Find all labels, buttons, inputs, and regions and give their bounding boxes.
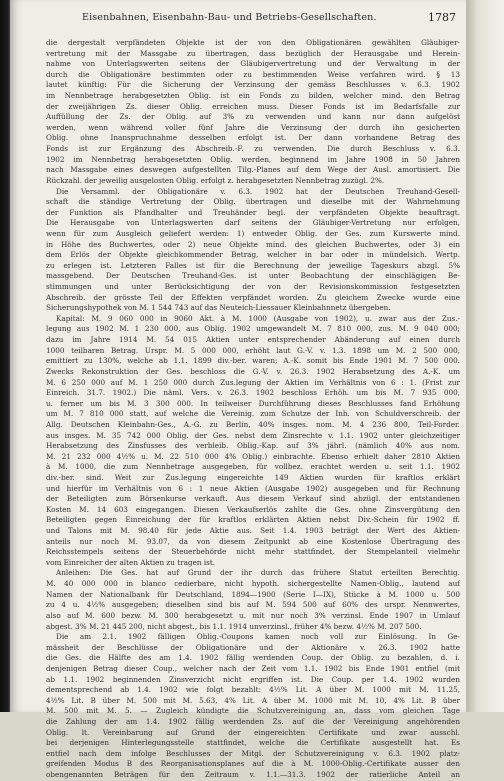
text-line: zu erlegen ist. Letzteren Falles ist für die Berechnung der jeweilige Tageskurs abzgl. 5%	[46, 260, 460, 270]
text-line: lautet künftig: Für die Sicherung der Verzinsung der gemäss Beschlusses v. 6.3. 1902	[46, 80, 460, 90]
text-line: die dergestalt verpfändeten Objekte ist der von den Obligationären gewählten Gläubiger-	[46, 38, 460, 47]
text-line: M. 40 000 000 in blanco cedierbare, nicht hypoth. sichergestellte Namen-Oblig., lautend auf	[46, 579, 460, 589]
text-line: M. 500 mit M. 5. — Zugleich kündigte die Schutzvereinigung an, dass vom gleichen Tage	[46, 706, 460, 716]
text-line: Zwecks Rekonstruktion der Ges. beschloss die G.-V. v. 26.3. 1902 Herabsetzung des A.-K. um	[46, 366, 460, 376]
text-line: Beteiligten gegen Einreichung der für kraftlos erklärten Aktien nebst Div.-Schein für 1902 ff.	[46, 515, 460, 525]
text-line: der Beteiligten zum Börsenkurse verkauft. Aus diesem Verkauf sind abzügl. der entstandenen	[46, 494, 460, 504]
text-line: M. 21 232 000 4½% u. M. 22 510 000 4% Oblig.) einbrachte. Ebenso erhielt daher 2810 Aktien	[46, 451, 460, 461]
text-line: Reichsstempels seitens der Steuerbehörde nicht mehr stattfindet, der Stempelanteil vielmehr	[46, 547, 460, 557]
text-line: greifenden Modus B des Reorganisationsplanes auf die à M. 1000-Oblig.-Certifikate ausser den	[46, 759, 460, 769]
text-line: abgest. 3% M. 21 445 200, nicht abgest., bis 1.1. 1914 unverzinsl., früher 4% bezw. 4½% M. 207 500.	[46, 621, 422, 631]
page-number: 1787	[428, 11, 456, 24]
text-line: Kapital: M. 9 060 000 in 9060 Akt. à M. 1000 (Ausgabe von 1902), u. zwar aus der Zus.-	[56, 313, 460, 323]
text-line: vertretung mit der Massgabe zu übertragen, dass bezüglich der Herausgabe und Herein-	[46, 48, 460, 58]
text-line: Abschreib. der grösste Teil der Effekten verpfändet worden. Zu gleichem Zwecke wurde eine	[46, 292, 460, 302]
text-line: massgebend. Der Deutschen Treuhand-Ges. ist unter Beobachtung der einschlägigen Be-	[46, 271, 460, 281]
text-line: Namen der Nationalbank für Deutschland, 1894—1900 (Serie I—IX), Stücke à M. 1000 u. 500	[46, 589, 460, 599]
text-line: entfiel nach dem infolge Beschlusses der Mitgl. der Schutzvereinigung v. 6.3. 1902 platz-	[46, 748, 460, 758]
book-spine-shadow	[0, 0, 10, 712]
text-line: Auffüllung der Zs. der Oblig. auf 3% zu verwenden und kann nur dann aufgelöst	[46, 112, 460, 122]
text-line: Die Herausgabe von Unterlagswerten darf seitens der Gläubiger-Vertretung nur erfolgen,	[46, 218, 460, 228]
header-title: Eisenbahnen, Eisenbahn-Bau- und Betriebs-Gesellschaften.	[82, 12, 377, 23]
text-line: emittiert zu 130%, welche ab 1.1. 1899 div.-ber. waren; A.-K. somit bis Ende 1901 M. 7 500 000.	[46, 356, 460, 366]
text-line: Die am 2.1. 1902 fälligen Oblig.-Coupons kamen noch voll zur Einlösung. In Ge-	[56, 632, 460, 642]
text-line: div.-ber. sind. Weit zur Zus.legung eingereichte 149 Aktien wurden für kraftlos erklärt	[46, 472, 460, 482]
text-line: à M. 1000, die zum Nennbetrage ausgegeben, für vollbez. erachtet werden u. seit 1.1. 1902	[46, 462, 460, 472]
text-line: 1902 im Nennbetrag herabgesetzten Oblig. werden, beginnend im Jahre 1908 in 50 Jahren	[46, 154, 460, 164]
text-line: nahme von Unterlagswerten seitens der Gläubigervertretung und der Verwaltung in der	[46, 59, 460, 69]
text-line: Einreich. 31.7. 1902.) Die näml. Vers. v. 26.3. 1902 beschloss Erhöh. um bis M. 7 935 000,	[46, 388, 460, 398]
text-line: durch die Obligationäre bestimmten oder zu bestimmenden Weise verfahren wird. § 13	[46, 69, 460, 79]
text-line: M. 6 250 000 auf M. 1 250 000 durch Zus.legung der Aktien im Verhältnis von 6 : 1. (Frist zur	[46, 377, 460, 387]
text-line: 4½% Lit. B über M. 500 mit M. 5.63, 4% Lit. A über M. 1000 mit M. 10, 4% Lit. B über	[46, 695, 460, 705]
text-line: die Ges. die Hälfte des am 1.4. 1902 fällig werdenden Coup. der Oblig. zu bezahlen, d. i.	[46, 653, 460, 663]
text-line: und Talons mit M. 98.40 für jede Aktie aus. Seit 1.4. 1903 beträgt der Wert des Aktien-	[46, 526, 460, 536]
text-line: im Nennbetrage herabgesetzten Oblig. ist ein Fonds zu bilden, welcher mind. den Betrag	[46, 91, 460, 101]
text-line: um M. 7 810 000 statt, auf welche die Vereinig. zum Schutze der Inh. von Schuldverschreib. der	[46, 409, 460, 419]
text-line: Sicherungshypothek von M. 1 544 743 auf das Neuteich-Liessauer Kleinbahnnetz übergeben.	[46, 303, 391, 313]
text-line: die Zahlung der am 1.4. 1902 fällig werdenden Zs. auf die der Vereinigung angehörenden	[46, 717, 460, 726]
text-line: dementsprechend ab 1.4. 1902 wie folgt bezahlt: 4½% Lit. A über M. 1000 mit M. 11.25,	[46, 685, 460, 695]
text-line: in Höhe des Buchwertes, oder 2) neue Objekte mind. des gleichen Buchwertes, oder 3) ein	[46, 239, 460, 249]
text-line: denjenigen Betrag dieser Coup., welcher nach der Zeit vom 1.1. 1902 bis Ende 1901 entfiel (mit	[46, 663, 460, 673]
text-line: Oblig. ohne Inanspruchnahme desselben erfolgt ist. Der dann vorhandene Betrag des	[46, 133, 460, 143]
text-line: stimmungen und unter Berücksichtigung der von der Revisionskommission festgesetzten	[46, 282, 460, 292]
text-line: zu 4 u. 4½% ausgegeben; dieselben sind bis auf M. 594 500 auf 60% des urspr. Nennwertes,	[46, 600, 460, 610]
text-line: der Funktion als Pfandhalter und Treuhänder begl. der verpfändeten Objekte beauftragt.	[46, 207, 460, 217]
text-line: werden, wenn während voller fünf Jahre die Verzinsung der durch ihn gesicherten	[46, 122, 460, 132]
text-line: und hierfür im Verhältnis von 6 : 1 neue Aktien (Ausgabe 1902) ausgegeben und für Rechnung	[46, 483, 460, 493]
text-line: Allg. Deutschen Kleinbahn-Ges., A.-G. zu Berlin, 40% insges. nom. M. 4 236 800, Teil-Forder.	[46, 419, 460, 429]
text-line: anteils nur noch M. 93.07, da von diesem Zeitpunkt ab eine Kostenlose Übertragung des	[46, 536, 460, 546]
running-header	[44, 12, 456, 28]
text-line: u. ferner um bis M. 3 300 000. In teilweiser Durchführung dieses Beschlusses fand Erhöhung	[46, 398, 460, 408]
text-line: also auf M. 600 bezw. M. 300 herabgesetzt u. mit nur noch 3% verzinsl. Ende 1907 in Umlauf	[46, 610, 460, 620]
page-edge	[466, 0, 504, 712]
text-line: Rückzahl. der jeweilig ausgelosten Oblig. erfolgt z. herabgesetzten Nennbetrag zuzügl. 2%.	[46, 175, 385, 185]
text-line: bei derjenigen Hinterlegungsstelle stattfindet, welche die Certifikate ausgestellt hat. Es	[46, 738, 460, 748]
text-line: ab 1.1. 1902 beginnenden Zinsverzicht nicht ergriffen ist. Die Coup. per 1.4. 1902 wurden	[46, 674, 460, 684]
text-line: aus insges. M. 35 742 000 Oblig. der Ges. nebst dem Zinsrechte v. 1.1. 1902 unter gleichzeitiger	[46, 430, 460, 440]
text-line: obengenannten Beträgen für den Zeitraum v. 1.1.—31.3. 1902 der ratierliche Anteil an	[46, 770, 460, 780]
text-line: Kosten M. 14 603 eingegangen. Diesen Verkaufserlös zahlte die Ges. ohne Zinsvergütung den	[46, 504, 460, 514]
text-line: nach Massgabe eines deswegen aufgestellten Tilg.-Planes auf dem Wege der Ausl. amortisiert. Die	[46, 165, 460, 175]
text-line: wenn für zum Ausgleich geliefert werden: 1) entweder Oblig. der Ges. zum Kurswerte mind.	[46, 228, 460, 238]
text-line: legung aus 1902 M. 1 230 000, aus Oblig. 1902 umgewandelt M. 7 810 000, zus. M. 9 040 000;	[46, 324, 460, 334]
text-line: dazu im Jahre 1914 M. 54 015 Aktien unter entsprechender Abänderung auf einen durch	[46, 335, 460, 345]
text-line: mässheit der Beschlüsse der Obligationäre und der Aktionäre v. 26.3. 1902 hatte	[46, 642, 460, 652]
text-line: schaft die ständige Vertretung der Oblig. übertragen und dieselbe mit der Wahrnehmung	[46, 197, 460, 207]
body-text	[46, 38, 460, 781]
text-line: 1000 teilbaren Betrag. Urspr. M. 5 000 000, erhöht laut G.-V. v. 1.3. 1898 um M. 2 500 000,	[46, 345, 460, 355]
text-line: Fonds ist zur Ergänzung des Abschreib.-F. zu verwenden. Die durch Beschluss v. 6.3.	[46, 144, 460, 154]
text-line: Die Versamml. der Obligationäre v. 6.3. 1902 hat der Deutschen Treuhand-Gesell-	[56, 186, 460, 196]
text-line: Anleihen: Die Ges. hat auf Grund der ihr durch das frühere Statut erteilten Berechtig.	[56, 568, 460, 578]
text-line: der zweijährigen Zs. dieser Oblig. erreichen muss. Dieser Fonds ist im Bedarfsfalle zur	[46, 101, 460, 111]
text-line: Oblig. lt. Vereinbarung auf Grund der eingereichten Certifikate und zwar ausschl.	[46, 727, 460, 737]
text-line: Herabsetzung des Zinsfusses des verbleib. Oblig.-Kap. auf 3% jährl. (nämlich 40% aus nom.	[46, 441, 460, 451]
text-line: vom Einreicher der alten Aktien zu tragen ist.	[46, 557, 216, 567]
text-line: dem Erlös der Objekte gleichkommender Betrag, welcher in bar oder in mündelsich. Wertp.	[46, 250, 460, 260]
